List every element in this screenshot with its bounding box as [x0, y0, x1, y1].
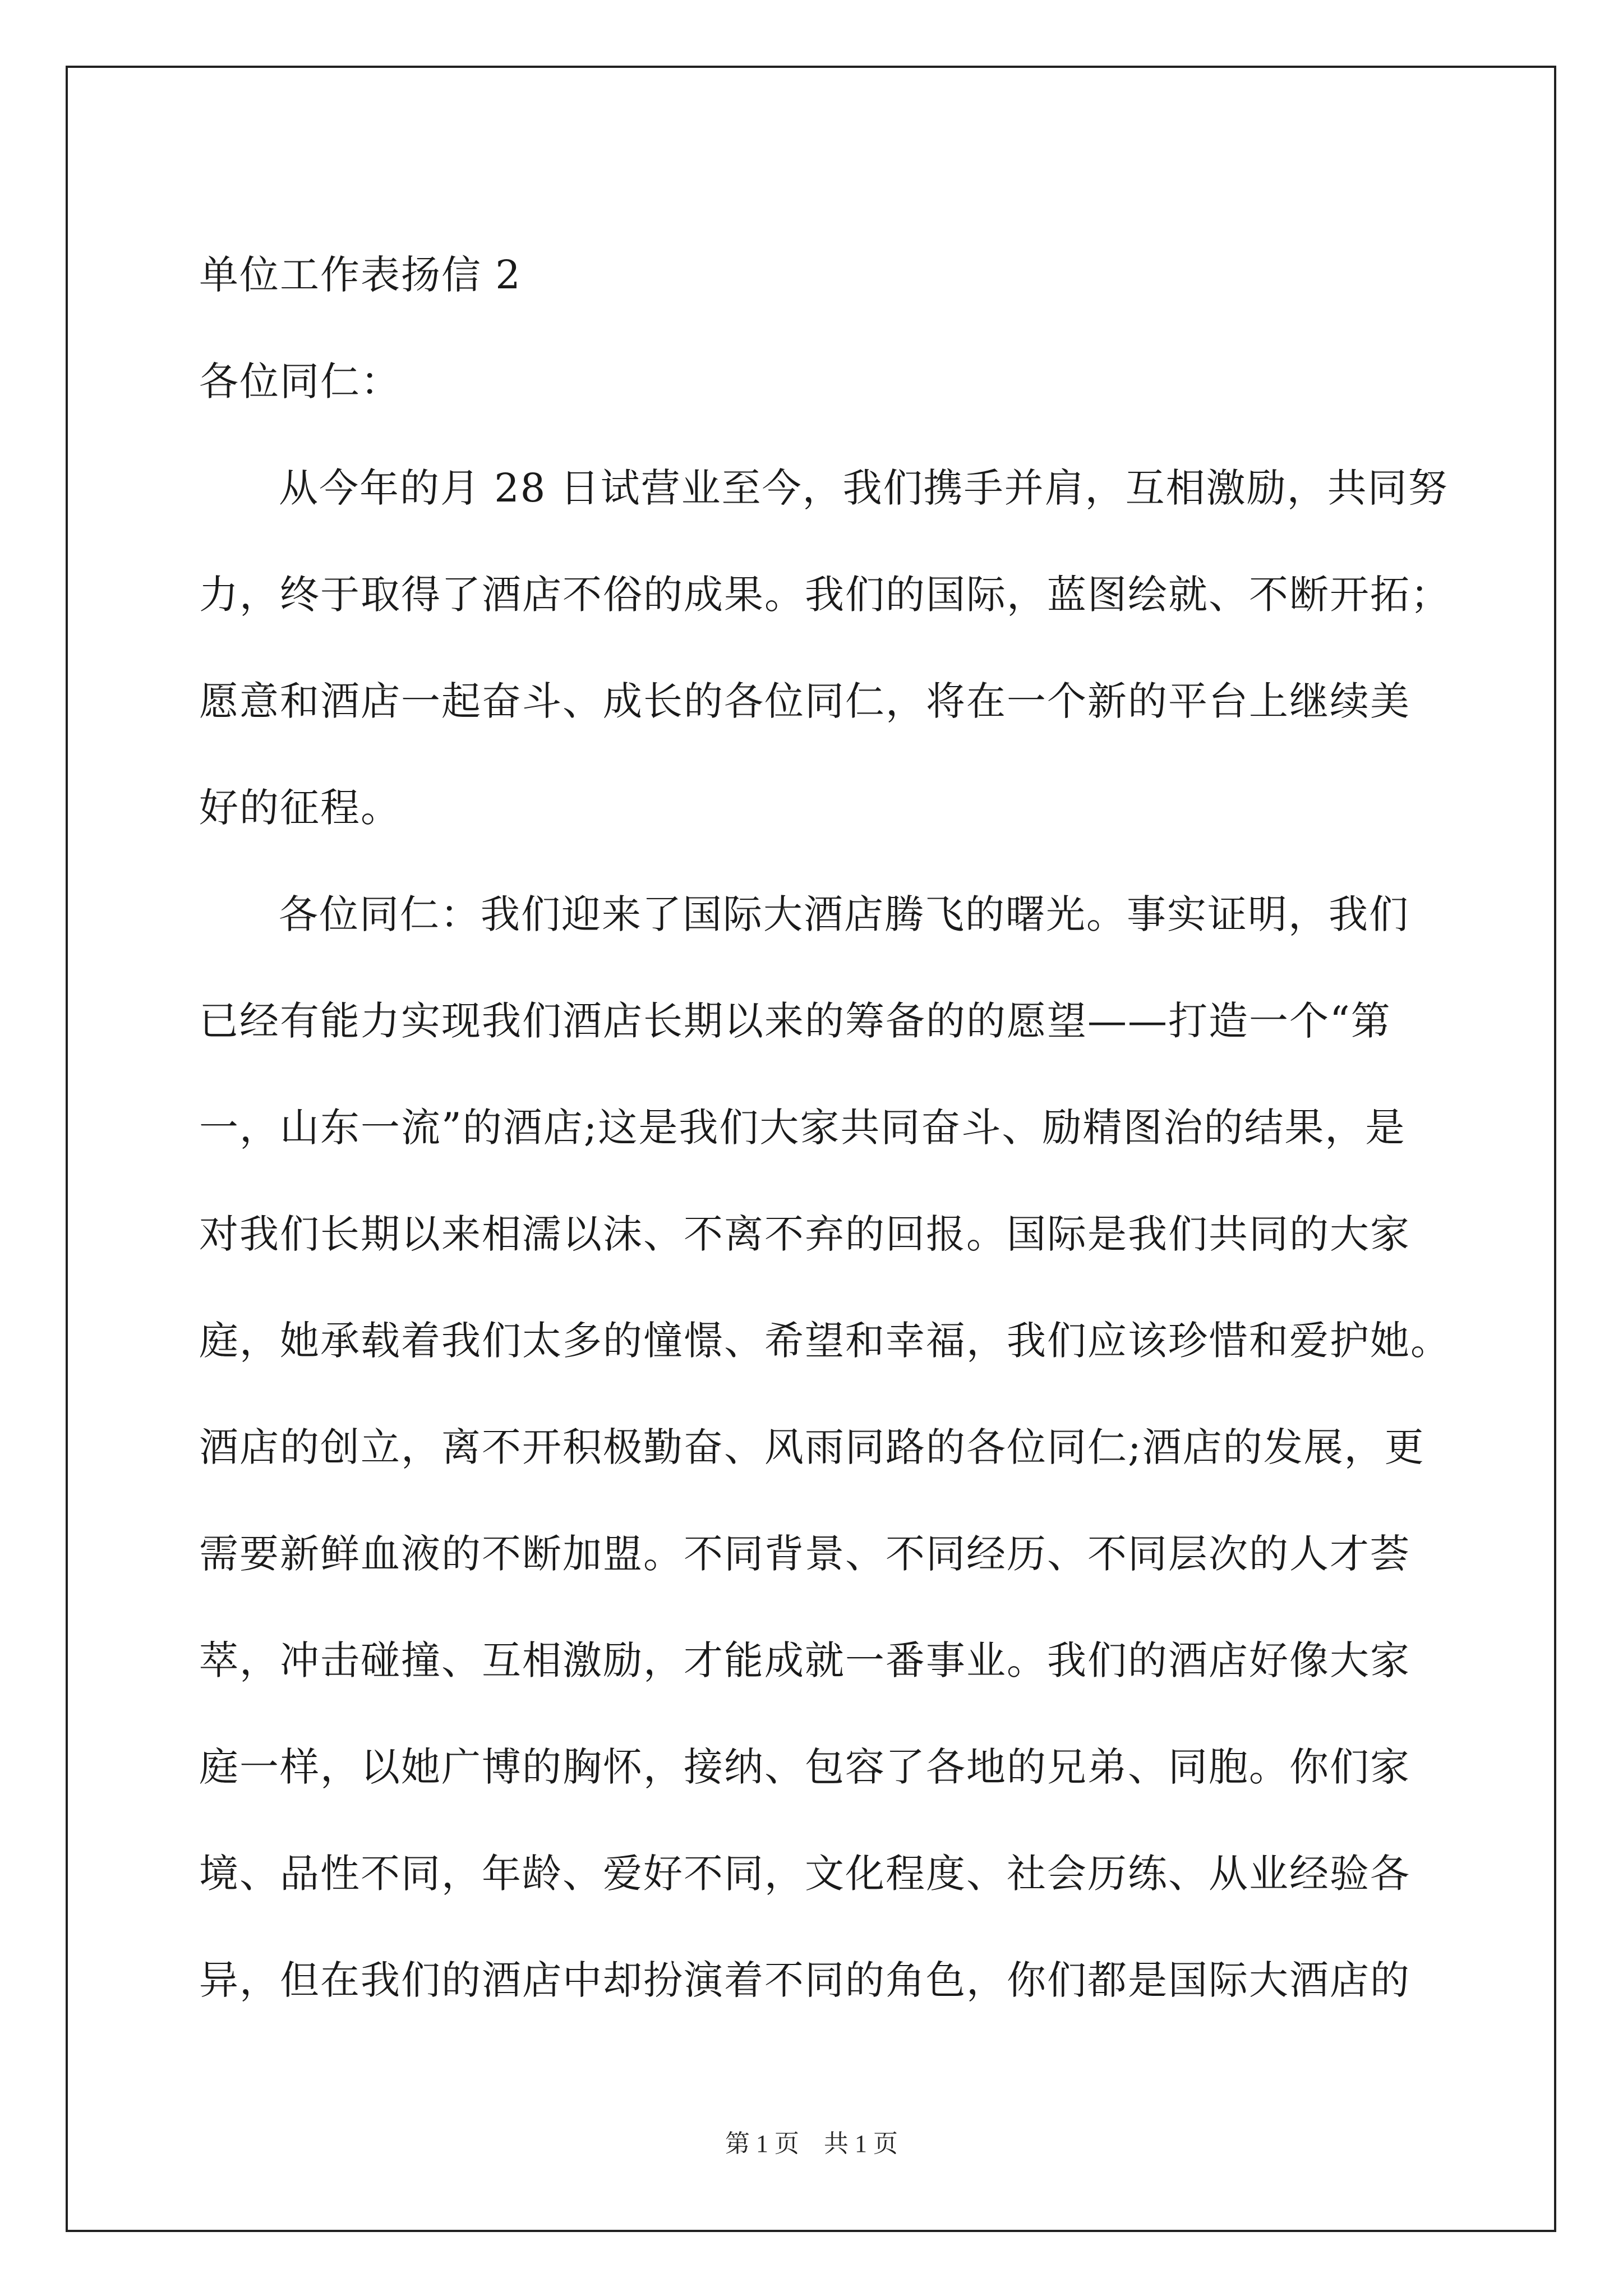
paragraph-line: 力，终于取得了酒店不俗的成果。我们的国际，蓝图绘就、不断开拓； [199, 572, 1451, 618]
document-title: 单位工作表扬信 2 [199, 252, 522, 298]
paragraph-line: 萃，冲击碰撞、互相激励，才能成就一番事业。我们的酒店好像大家 [199, 1637, 1410, 1683]
paragraph-line: 各位同仁：我们迎来了国际大酒店腾飞的曙光。事实证明，我们 [279, 891, 1409, 937]
paragraph-line: 已经有能力实现我们酒店长期以来的筹备的的愿望——打造一个“第 [199, 998, 1391, 1044]
paragraph-line: 异，但在我们的酒店中却扮演着不同的角色，你们都是国际大酒店的 [199, 1957, 1410, 2003]
paragraph-line: 需要新鲜血液的不断加盟。不同背景、不同经历、不同层次的人才荟 [199, 1531, 1410, 1577]
paragraph-line: 对我们长期以来相濡以沫、不离不弃的回报。国际是我们共同的大家 [199, 1211, 1410, 1257]
paragraph-line: 酒店的创立，离不开积极勤奋、风雨同路的各位同仁;酒店的发展，更 [199, 1424, 1425, 1470]
paragraph-line: 庭一样，以她广博的胸怀，接纳、包容了各地的兄弟、同胞。你们家 [199, 1744, 1410, 1790]
paragraph-line: 庭，她承载着我们太多的憧憬、希望和幸福，我们应该珍惜和爱护她。 [199, 1318, 1451, 1364]
paragraph-2 [199, 861, 1451, 2033]
document-body [199, 222, 1451, 2033]
paragraph-line: 从今年的月 28 日试营业至今，我们携手并肩，互相激励，共同努 [279, 465, 1449, 511]
paragraph-line: 愿意和酒店一起奋斗、成长的各位同仁，将在一个新的平台上继续美 [199, 678, 1410, 724]
page-footer: 第 1 页 共 1 页 [725, 2130, 898, 2157]
greeting: 各位同仁： [199, 358, 401, 404]
paragraph-1 [199, 435, 1451, 861]
paragraph-line: 境、品性不同，年龄、爱好不同，文化程度、社会历练、从业经验各 [199, 1851, 1410, 1897]
paragraph-line: 一，山东一流”的酒店;这是我们大家共同奋斗、励精图治的结果，是 [199, 1105, 1406, 1151]
paragraph-line: 好的征程。 [199, 785, 401, 831]
